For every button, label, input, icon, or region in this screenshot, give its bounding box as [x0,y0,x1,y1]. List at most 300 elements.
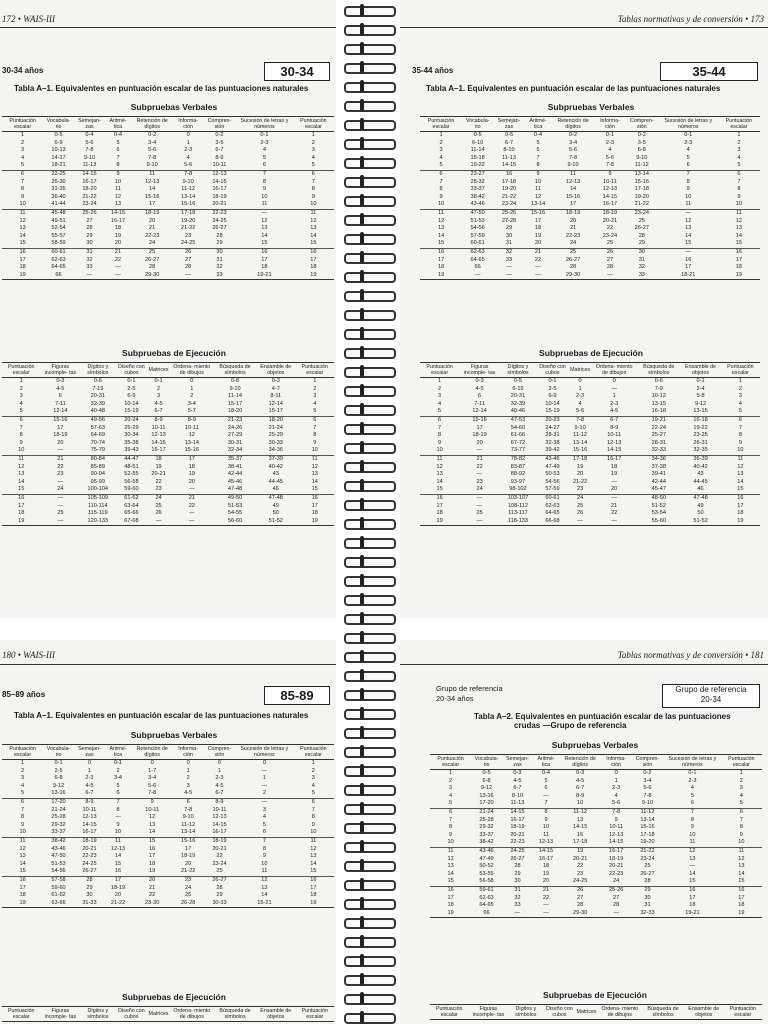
table-cell: 16-18 [680,416,720,424]
table-cell: 16-17 [538,855,554,862]
table-cell: 25-26 [493,209,525,217]
table-cell: 0-2 [148,132,157,138]
table-cell: 17 [437,256,445,263]
table-title: Tabla A–1. Equivalentes en puntuación escalar de las puntuaciones naturales [426,84,721,93]
table-cell: 61-62 [115,494,147,502]
table-cell: 62-63 [51,256,66,263]
table-cell: 26 [155,510,162,517]
table-cell: 17 [57,424,64,431]
table-cell: 11 [420,209,462,217]
table-cell: — [115,264,121,271]
table-row [2,257,334,265]
table-cell: 8 [311,186,315,193]
table-cell: 16 [236,248,293,256]
table-cell: 18-19 [551,209,595,217]
table-cell: 10 [436,447,443,454]
table-cell: 22-25 [43,170,74,178]
table-cell: 1 [313,378,317,384]
table-cell: — [462,272,493,280]
table-cell: 15 [261,240,268,247]
table-cell: 115-119 [87,510,108,517]
table-title: Tabla A–1. Equivalentes en puntuación escalar de las puntuaciones naturales [14,84,309,93]
table-cell: 6-7 [215,147,224,154]
table-cell: 1 [439,132,443,138]
table-cell: 26-27 [212,225,227,232]
table-cell: 6 [293,170,334,178]
spiral-ring [344,975,396,986]
table-cell: 2-3 [215,775,224,782]
table-cell: 19 [721,910,762,918]
table-cell: 0-1 [127,378,136,384]
table-cell: 5 [21,790,25,797]
table-cell: 20 [476,439,483,446]
column-header: Figuras incomple- tas [40,1007,80,1022]
table-cell: 16 [685,256,692,263]
table-cell: 11 [721,455,760,463]
table-cell: 21-24 [51,806,66,813]
table-cell: 34-36 [637,455,680,463]
table-cell: 10 [737,447,744,454]
table-cell: 70-74 [90,439,105,446]
table-cell: 32 [86,256,93,263]
table-cell: 19 [155,463,162,470]
table-row [2,218,334,226]
table-cell: — [506,264,512,271]
column-header: Diseño con cubos [536,363,569,378]
table-cell: 9 [262,186,266,193]
table-cell: 19 [188,471,195,478]
table-cell: 34-36 [268,447,283,454]
table-cell: 14 [114,853,122,860]
table-cell: 7-8 [148,154,157,161]
table-cell: 15-18 [470,154,485,161]
table-cell: 11 [2,837,43,845]
table-cell: 10 [310,829,317,836]
table-cell: 12 [19,845,26,852]
table-cell: 6-7 [85,790,94,797]
table-cell: 6 [116,790,120,797]
table-cell: 6 [430,808,471,816]
table-cell: 10 [19,201,26,208]
table-cell: 1 [186,767,190,774]
table-cell: 100-104 [87,486,109,493]
exec-subtests-table-header [2,1006,334,1022]
column-header: Puntuación escalar [718,117,760,132]
table-cell: 12-14 [472,408,487,415]
table-cell: 21 [459,455,500,463]
table-cell: 30 [505,232,513,239]
table-cell: 49 [697,502,704,509]
section-title-verbal: Subpruebas Verbales [130,102,218,112]
table-row [2,775,334,783]
table-cell: 18 [188,463,195,470]
column-header: Diseño con cubos [543,1005,575,1020]
table-cell: 3 [21,147,25,154]
table-cell: 105-109 [80,494,115,502]
table-cell: 0-5 [473,132,482,138]
table-cell: 16-17 [602,201,618,208]
table-cell: 7 [737,178,741,185]
table-cell: 12 [310,845,317,852]
column-header: Puntuación escalar [2,1007,40,1022]
table-cell: 24 [569,240,577,247]
table-cell: 49-50 [214,494,256,502]
table-cell: 38-42 [470,193,485,200]
table-cell: 21 [611,502,618,509]
table-cell: 11-12 [634,162,649,169]
table-cell: 5-6 [85,139,94,146]
table-cell: 12-13 [151,432,166,439]
table-cell: 15-17 [268,408,283,415]
table-cell: 22-23 [145,232,160,239]
table-cell: 5 [690,792,694,799]
table-cell: 19 [2,900,43,908]
table-cell: 26-27 [634,225,649,232]
table-row [2,170,334,178]
table-cell: 23 [173,876,202,884]
column-header: Aritmé- tica [525,117,551,132]
spiral-ring [344,462,396,473]
table-cell: 12-13 [565,178,581,185]
page-top-left [0,0,336,618]
column-header: Matrices [569,363,591,378]
table-cell: 17 [737,502,744,509]
table-cell: 8-9 [215,154,224,161]
table-cell: 6-7 [513,785,522,792]
table-cell: 0-1 [684,132,693,138]
table-cell: 10 [261,860,268,867]
table-cell: 25 [476,510,483,517]
table-row [420,147,760,155]
table-cell: 17 [310,884,317,891]
column-header: Aritmé- tica [105,745,131,760]
table-cell: 29 [638,240,645,247]
table-cell: 0-1 [113,760,123,766]
table-cell: 5-6 [612,800,621,807]
table-cell: 4 [313,400,317,407]
table-row [2,503,334,511]
table-cell: 51-53 [227,502,243,509]
table-cell: 3 [156,393,161,400]
table-cell: 19-21 [664,910,721,918]
table-cell: 11 [296,455,335,463]
spiral-ring [344,424,396,435]
table-cell: 2 [449,777,453,784]
table-cell: 55-57 [51,232,66,239]
table-cell: 6 [262,162,266,169]
table-cell: 12-14 [268,400,283,407]
table-cell: 16 [430,886,471,894]
table-cell: 9-10 [146,162,158,169]
table-cell: — [689,863,696,870]
page-top-right [400,0,768,618]
table-row [2,892,334,900]
table-cell: 9 [595,170,625,178]
table-cell: 15 [735,240,742,247]
table-cell: 14-15 [502,808,533,816]
table-cell: 61-66 [510,432,526,439]
table-cell: 50 [272,510,279,517]
age-group-label: 85–89 años [2,690,46,699]
header-rule [0,27,336,28]
table-cell: 4-5 [475,385,484,392]
running-header: 172 • WAIS-III [2,14,56,24]
table-cell: 11 [535,186,541,193]
table-cell: 29-30 [559,910,602,918]
table-cell: 18-20 [82,186,97,193]
table-cell: 0-1 [260,132,269,138]
table-cell: 26-31 [693,439,708,446]
table-cell: 18-19 [212,193,227,200]
table-cell: — [105,272,131,280]
table-cell: 14-15 [212,178,227,185]
table-cell: 14 [149,186,156,193]
table-cell: — [543,792,549,799]
table-cell: 14-15 [501,162,517,169]
table-cell: 18-21 [51,162,66,169]
table-row [420,201,760,209]
table-cell: 0-8 [231,378,240,384]
table-cell: 56-58 [124,478,139,485]
table-cell: 24-25 [212,217,227,224]
table-cell: 14 [738,870,745,877]
table-cell: 5 [738,408,742,415]
table-cell: 51-52 [680,518,720,526]
table-cell: 13-14 [184,439,199,446]
table-cell: 14 [19,860,26,867]
table-cell: 64-65 [51,264,66,271]
table-row [430,878,762,886]
table-cell: 6-7 [154,408,163,415]
table-cell: 10 [261,193,268,200]
table-cell: 7 [738,424,742,431]
page-bottom-left [0,640,336,1024]
table-cell: 18-19 [472,432,487,439]
table-row [430,770,762,778]
table-cell: 14-15 [607,447,622,454]
table-cell: 2-5 [548,385,557,392]
table-cell: 60-61 [470,240,485,247]
table-cell: 20 [534,240,542,247]
spiral-ring [344,139,396,150]
table-cell: 7 [664,808,721,816]
table-cell: 14-15 [105,209,131,217]
table-cell: — [261,782,268,789]
table-cell: 17-18 [640,831,655,838]
table-cell: — [459,518,500,526]
table-cell: 17 [149,201,156,208]
table-cell: 32-34 [227,447,243,454]
table-cell: 7-8 [601,808,630,816]
table-cell: 56-58 [479,878,494,885]
table-cell: — [189,486,195,493]
table-cell: 20 [569,217,577,224]
table-cell: — [659,209,718,217]
table-cell: 26 [559,886,602,894]
table-cell: 44-45 [268,478,283,485]
table-cell: 18 [611,463,618,470]
table-header-row [430,1005,762,1020]
table-cell: 0-4 [541,770,551,776]
table-cell: 4 [738,400,742,407]
table-cell: 24 [57,486,64,493]
table-cell: 18 [689,902,696,909]
table-cell: 19 [293,272,334,280]
table-cell: 28-32 [470,178,485,185]
table-cell: 27 [185,256,192,263]
spiral-ring [344,348,396,359]
table-cell: 30 [644,894,651,901]
table-cell: 29 [631,886,664,894]
table-cell: 8 [739,824,743,831]
table-cell: 1 [311,132,315,138]
table-row [420,170,760,178]
table-row [2,798,334,806]
table-cell: 0-2 [643,770,652,776]
table-cell: 16 [721,886,762,894]
table-cell: 5 [438,408,442,415]
column-header: Semejan- zas [74,745,105,760]
table-cell: 11 [2,209,43,217]
column-header: Compren- sión [631,755,664,770]
column-header: Búsqueda de símbolos [214,363,256,378]
table-cell: 11 [543,831,549,838]
column-header: Puntuación escalar [2,745,43,760]
table-cell: 26 [173,248,202,256]
table-cell: 0-4 [85,132,94,138]
table-cell: 0 [612,378,616,384]
spiral-ring [344,709,396,720]
table-cell: 21-22 [181,868,196,875]
table-cell: — [173,272,202,280]
spiral-ring [344,576,396,587]
column-header: Puntuación escalar [721,755,762,770]
table-cell: 12 [447,855,454,862]
table-cell: 12 [664,847,721,855]
spiral-ring [344,291,396,302]
table-row [2,814,334,822]
table-cell: 41-44 [51,201,66,208]
table-cell: 1 [19,378,23,384]
table-cell: 17 [447,894,454,901]
table-row [430,856,762,864]
table-cell: 15-16 [634,178,649,185]
table-cell: 5-6 [148,782,157,789]
column-header: Puntuación escalar [296,1007,335,1022]
table-cell: 12-13 [609,831,624,838]
table-cell: 15 [310,240,317,247]
table-cell: 42-44 [651,478,666,485]
table-cell: 9 [21,193,25,200]
column-header: Figuras incomple- tas [459,363,500,378]
table-cell: 6-19 [512,385,524,392]
table-cell: 13 [310,853,317,860]
table-cell: 4-5 [576,777,585,784]
table-cell: — [476,502,483,509]
table-cell: 19-20 [634,193,649,200]
table-cell: 22-23 [82,853,97,860]
table-cell: 21 [40,455,80,463]
table-cell: 21-22 [634,201,649,208]
table-cell: 23 [185,232,192,239]
table-cell: 24-26 [227,424,243,431]
table-cell: 14-15 [573,824,588,831]
table-cell: 13 [114,201,122,208]
table-cell: 15-16 [40,416,80,424]
table-cell: 7 [544,800,548,807]
table-cell: 2-3 [576,393,585,400]
table-cell: 4 [614,792,618,799]
table-row [430,832,762,840]
table-row [430,863,762,871]
column-header: Informa- ción [601,755,630,770]
table-cell: 10-11 [607,432,622,439]
table-cell: 57-59 [545,486,560,493]
table-cell: — [535,264,541,271]
column-header: Aritmé- tica [105,117,131,132]
column-header: Figuras incomple- tas [40,363,80,378]
table-cell: 4 [686,147,690,154]
table-cell: 0-1 [688,770,697,776]
table-cell: 5 [449,800,453,807]
column-header: Semejan- zas [493,117,525,132]
table-cell: 24 [149,240,156,247]
table-cell: 28 [216,884,223,891]
table-cell: 18-19 [609,855,624,862]
table-cell: 4-7 [271,385,280,392]
table-cell: 98-102 [509,486,527,493]
table-cell: 33-37 [51,829,66,836]
table-cell: 11 [105,837,131,845]
table-cell: 33-37 [479,831,494,838]
table-cell: 23-24 [501,201,517,208]
table-cell: 27-28 [501,217,517,224]
age-group-label: 35-44 años [412,66,454,75]
table-row [2,233,334,241]
table-cell: 24 [185,884,192,891]
table-cell: 5-6 [184,162,193,169]
table-cell: 7 [116,154,120,161]
table-cell: 2-3 [605,139,614,146]
table-cell: 18 [19,892,26,899]
table-row [2,401,334,409]
table-cell: 7 [311,806,315,813]
table-cell: 25-29 [124,424,139,431]
table-row [420,447,760,455]
table-cell: 19 [149,868,156,875]
table-cell: 2 [19,385,23,392]
spiral-ring [344,253,396,264]
spiral-ring [344,44,396,55]
table-cell: 7-19 [92,385,104,392]
table-cell: 5 [311,790,315,797]
table-cell: 20 [611,486,618,493]
table-cell: 32-39 [90,400,105,407]
table-row [420,186,760,194]
table-cell: 1 [739,770,743,776]
spiral-ring [344,652,396,663]
table-cell: 47-50 [51,853,66,860]
table-row [2,386,334,394]
table-cell: 14 [735,232,742,239]
table-header-row [2,363,334,378]
table-cell: 11 [115,186,121,193]
table-cell: 40-42 [268,463,283,470]
table-cell: 15 [737,486,744,493]
table-cell: 12 [19,217,26,224]
table-cell: 0-2 [569,132,578,138]
spiral-ring [344,918,396,929]
